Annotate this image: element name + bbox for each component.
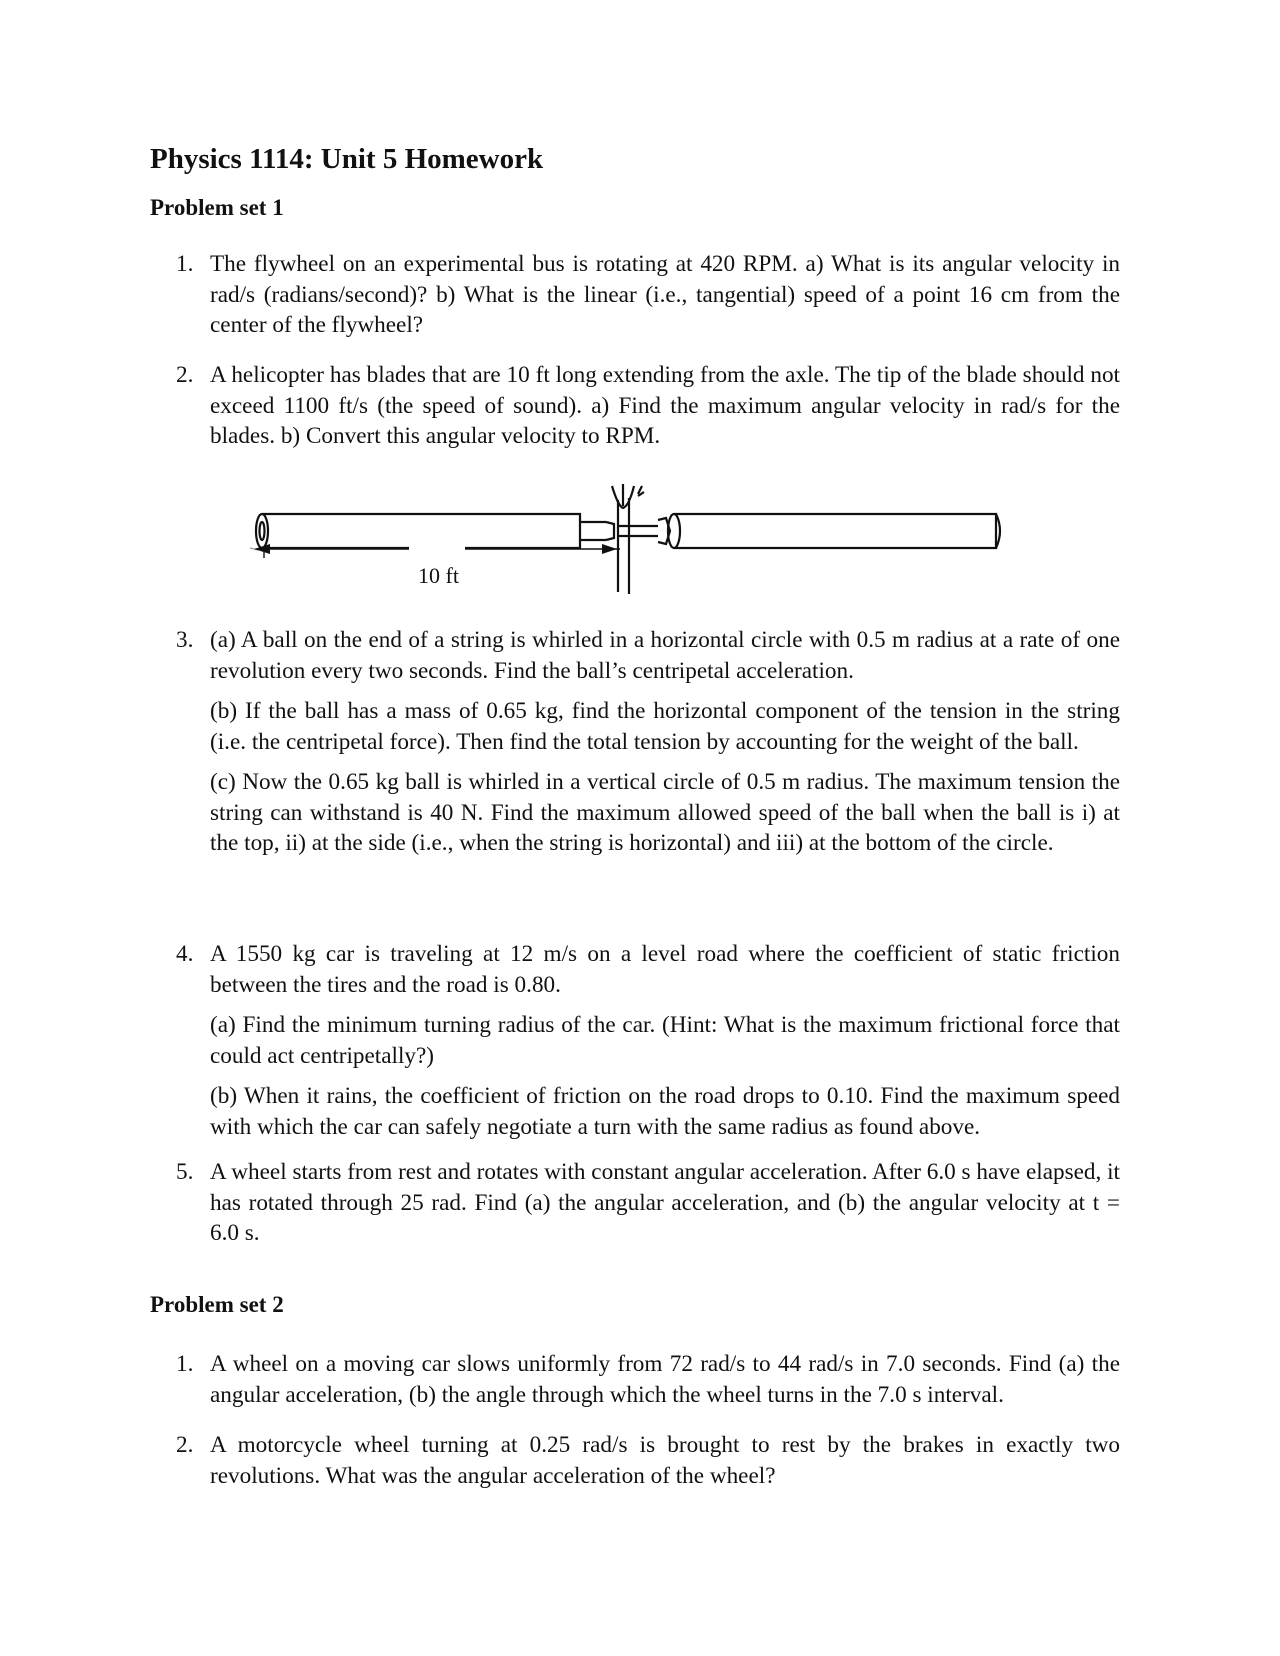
problem-1-4 bbox=[150, 939, 1120, 1142]
section-heading-set-1: Problem set 1 bbox=[150, 195, 284, 220]
problem-number: 3. bbox=[176, 627, 194, 653]
rotor-mast bbox=[618, 498, 629, 594]
problem-part-c: (c) Now the 0.65 kg ball is whirled in a vertical circle of 0.5 m radius. The maximum tension the string can withstand is 40 N. Find the maximum allowed speed of the ball when the ball is i) at the top, ii) at the side (i.e., when the string is horizontal) and iii) at the bottom of the circle. bbox=[210, 769, 1120, 856]
problem-1-2 bbox=[150, 360, 1120, 452]
problem-number: 1. bbox=[176, 1351, 194, 1377]
problem-part-a: (a) A ball on the end of a string is whirled in a horizontal circle with 0.5 m radius at a rate of one revolution every two seconds. Find the ball’s centripetal acceleration. bbox=[210, 627, 1120, 684]
problem-1-5 bbox=[150, 1157, 1120, 1249]
problem-text: A helicopter has blades that are 10 ft long extending from the axle. The tip of the blade should not exceed 1100 ft/s (the speed of sound). a) Find the maximum angular velocity in rad/s for the blades. b) Convert this angular velocity to RPM. bbox=[210, 362, 1120, 449]
problem-intro: A 1550 kg car is traveling at 12 m/s on a level road where the coefficient of static friction between the tires and the road is 0.80. bbox=[210, 941, 1120, 998]
problem-text: A wheel starts from rest and rotates with constant angular acceleration. After 6.0 s have elapsed, it has rotated through 25 rad. Find (a) the angular acceleration, and (b) the angular velocity at t = 6.0 s. bbox=[210, 1159, 1120, 1246]
problem-1-1 bbox=[150, 249, 1120, 341]
problem-2-1 bbox=[150, 1349, 1120, 1410]
problem-part-a: (a) Find the minimum turning radius of the car. (Hint: What is the maximum frictional force that could act centripetally?) bbox=[210, 1012, 1120, 1069]
right-blade bbox=[674, 514, 996, 548]
left-blade-tip bbox=[256, 514, 268, 548]
problem-text: The flywheel on an experimental bus is rotating at 420 RPM. a) What is its angular velocity in rad/s (radians/second)? b) What is the linear (i.e., tangential) speed of a point 16 cm from the center of the flywheel? bbox=[210, 251, 1120, 338]
problem-number: 4. bbox=[176, 941, 194, 967]
problem-part-b: (b) When it rains, the coefficient of friction on the road drops to 0.10. Find the maximum speed with which the car can safely negotiate a turn with the same radius as found above. bbox=[210, 1083, 1120, 1140]
blade-length-label: 10 ft bbox=[414, 563, 463, 589]
arrow-right bbox=[602, 544, 617, 554]
section-heading-set-2: Problem set 2 bbox=[150, 1292, 284, 1317]
page-title: Physics 1114: Unit 5 Homework bbox=[150, 143, 544, 175]
problem-number: 2. bbox=[176, 1432, 194, 1458]
arrow-left bbox=[254, 544, 270, 554]
problem-number: 5. bbox=[176, 1159, 194, 1185]
problem-number: 2. bbox=[176, 362, 194, 388]
helicopter-blade-diagram bbox=[240, 484, 1020, 598]
problem-text: A motorcycle wheel turning at 0.25 rad/s is brought to rest by the brakes in exactly two revolutions. What was the angular acceleration of the wheel? bbox=[210, 1432, 1120, 1489]
problem-number: 1. bbox=[176, 251, 194, 277]
problem-part-b: (b) If the ball has a mass of 0.65 kg, find the horizontal component of the tension in the string (i.e. the centripetal force). Then find the total tension by accounting for the weight of the ball. bbox=[210, 698, 1120, 755]
problem-text: A wheel on a moving car slows uniformly from 72 rad/s to 44 rad/s in 7.0 seconds. Find (a) the angular acceleration, (b) the angle through which the wheel turns in the 7.0 s interval. bbox=[210, 1351, 1120, 1408]
helicopter-blade-figure bbox=[240, 484, 1020, 598]
problem-2-2 bbox=[150, 1430, 1120, 1491]
problem-1-3 bbox=[150, 625, 1120, 859]
